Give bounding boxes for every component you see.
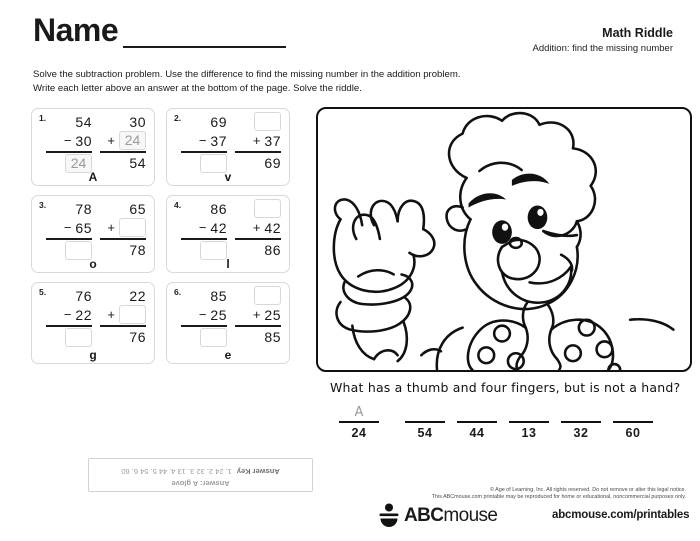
addend-bottom: 25 [264, 306, 281, 323]
clown-eyebrows [469, 174, 550, 208]
addition-column [96, 286, 146, 347]
missing-addend-input[interactable] [119, 305, 146, 324]
addend-top: 65 [129, 200, 146, 217]
subtrahend: 42 [210, 219, 227, 236]
rule-line [235, 151, 281, 153]
problem-row [31, 195, 311, 273]
addend-top: 30 [129, 113, 146, 130]
mouse-logo-icon [378, 503, 400, 529]
instructions [33, 68, 593, 95]
answer-number: 44 [469, 425, 485, 440]
addend-top: 22 [129, 287, 146, 304]
minus-sign: − [63, 133, 72, 148]
minuend: 78 [75, 200, 92, 217]
subtrahend: 30 [75, 132, 92, 149]
problem-1 [31, 108, 155, 186]
addition-column [231, 199, 281, 260]
addition-column [96, 112, 146, 173]
legal-line-1: © Age of Learning, Inc. All rights reserved. Do not remove or alter this legal notice. [489, 487, 686, 493]
minuend: 85 [210, 287, 227, 304]
problem-3 [31, 195, 155, 273]
problem-letter: v [224, 170, 232, 184]
rule-line [46, 325, 92, 327]
rule-line [100, 238, 146, 240]
sum: 76 [129, 329, 146, 346]
clown-illustration [316, 107, 692, 372]
answer-slot-1[interactable] [338, 405, 380, 440]
minuend: 76 [75, 287, 92, 304]
minus-sign: − [198, 133, 207, 148]
plus-sign: + [252, 307, 261, 322]
answer-write-line[interactable] [561, 421, 601, 423]
problem-number: 3. [39, 200, 47, 210]
problem-letter: l [226, 257, 230, 271]
difference-input[interactable] [200, 328, 227, 347]
subtraction-column [42, 112, 92, 173]
problem-number: 5. [39, 287, 47, 297]
minuend: 69 [210, 113, 227, 130]
missing-addend-input[interactable]: 24 [119, 131, 146, 150]
minus-sign: − [198, 307, 207, 322]
minuend: 54 [75, 113, 92, 130]
rule-line [100, 151, 146, 153]
answer-letter [560, 405, 602, 421]
problem-row [31, 108, 311, 186]
rule-line [46, 238, 92, 240]
problem-number: 6. [174, 287, 182, 297]
instructions-line-2: Write each letter above an answer at the bottom of the page. Solve the riddle. [33, 82, 362, 94]
answer-number: 54 [417, 425, 433, 440]
rule-line [100, 325, 146, 327]
missing-addend-input[interactable] [254, 112, 281, 131]
abcmouse-logo [378, 503, 497, 529]
rule-line [181, 238, 227, 240]
problem-letter: o [89, 257, 97, 271]
answer-letter [508, 405, 550, 421]
sum: 54 [129, 155, 146, 172]
problem-letter: g [89, 348, 97, 362]
plus-sign: + [252, 220, 261, 235]
answer-write-line[interactable] [613, 421, 653, 423]
subtraction-column [42, 199, 92, 260]
plus-sign: + [107, 133, 115, 148]
subtraction-column [177, 286, 227, 347]
problem-grid [31, 108, 311, 373]
page-title: Math Riddle [602, 26, 673, 40]
subtraction-column [42, 286, 92, 347]
sum: 85 [264, 329, 281, 346]
answer-slot-4[interactable] [508, 405, 550, 440]
problem-5 [31, 282, 155, 364]
subtraction-column [177, 199, 227, 260]
missing-addend-input[interactable] [254, 199, 281, 218]
plus-sign: + [252, 133, 261, 148]
page-subtitle: Addition: find the missing number [532, 43, 673, 54]
problem-number: 4. [174, 200, 182, 210]
answer-number: 13 [521, 425, 537, 440]
answer-number: 32 [573, 425, 589, 440]
rule-line [235, 325, 281, 327]
rule-line [46, 151, 92, 153]
clown-collar [421, 319, 673, 370]
website-url: abcmouse.com/printables [552, 509, 690, 521]
answer-key-box [88, 458, 313, 492]
answer-letter [612, 405, 654, 421]
riddle-answer-blanks [338, 405, 688, 450]
subtrahend: 22 [75, 306, 92, 323]
addend-bottom: 37 [264, 132, 281, 149]
problem-number: 1. [39, 113, 47, 123]
plus-sign: + [107, 307, 115, 322]
clown-nose-icon [498, 238, 540, 279]
subtrahend: 37 [210, 132, 227, 149]
problem-number: 2. [174, 113, 182, 123]
brand-abc: ABC [404, 505, 444, 526]
answer-number: 24 [351, 425, 367, 440]
plus-sign: + [107, 220, 115, 235]
instructions-line-1: Solve the subtraction problem. Use the difference to find the missing number in the addition problem. [33, 69, 461, 80]
difference-input[interactable]: 24 [65, 154, 92, 173]
difference-input[interactable] [65, 328, 92, 347]
minuend: 86 [210, 200, 227, 217]
clown-bowtie-icon [468, 302, 620, 370]
missing-addend-input[interactable] [254, 286, 281, 305]
missing-addend-input[interactable] [119, 218, 146, 237]
legal-line-2: This ABCmouse.com printable may be reproduced for home or educational, noncommercial purposes only. [431, 494, 686, 501]
answer-key-items: 1. 24 2. 32 3. 13 4. 44 5. 54 6. 60 [121, 467, 232, 476]
answer-number: 60 [625, 425, 641, 440]
answer-letter [456, 405, 498, 421]
problem-row [31, 282, 311, 364]
answer-slot-5[interactable] [560, 405, 602, 440]
minus-sign: − [63, 307, 72, 322]
rule-line [181, 325, 227, 327]
problem-4 [166, 195, 290, 273]
riddle-question: What has a thumb and four fingers, but is not a hand? [330, 380, 681, 395]
answer-slot-6[interactable] [612, 405, 654, 440]
worksheet-header [0, 0, 700, 60]
answer-write-line[interactable] [339, 421, 379, 423]
problem-2 [166, 108, 290, 186]
answer-write-line[interactable] [509, 421, 549, 423]
answer-key-solution: Answer: A glove [171, 479, 230, 488]
sum: 86 [264, 242, 281, 259]
subtrahend: 65 [75, 219, 92, 236]
addition-column [231, 286, 281, 347]
answer-write-line[interactable] [457, 421, 497, 423]
rule-line [181, 151, 227, 153]
sum: 69 [264, 155, 281, 172]
minus-sign: − [198, 220, 207, 235]
problem-6 [166, 282, 290, 364]
answer-write-line[interactable] [405, 421, 445, 423]
clown-gloved-hand-icon [334, 199, 435, 361]
answer-letter: A [354, 405, 364, 420]
minus-sign: − [63, 220, 72, 235]
legal-notice [356, 487, 686, 502]
addition-column [96, 199, 146, 260]
name-write-line[interactable] [123, 46, 286, 48]
subtrahend: 25 [210, 306, 227, 323]
brand-mouse: mouse [443, 505, 498, 526]
name-label: Name [33, 12, 119, 48]
answer-letter [404, 405, 446, 421]
answer-key-label: Answer Key [236, 467, 280, 476]
addition-column [231, 112, 281, 173]
answer-slot-2[interactable] [404, 405, 446, 440]
answer-slot-3[interactable] [456, 405, 498, 440]
subtraction-column [177, 112, 227, 173]
rule-line [235, 238, 281, 240]
sum: 78 [129, 242, 146, 259]
brand-wordmark [404, 505, 497, 527]
addend-bottom: 42 [264, 219, 281, 236]
problem-letter: A [88, 170, 98, 184]
problem-letter: e [224, 348, 232, 362]
